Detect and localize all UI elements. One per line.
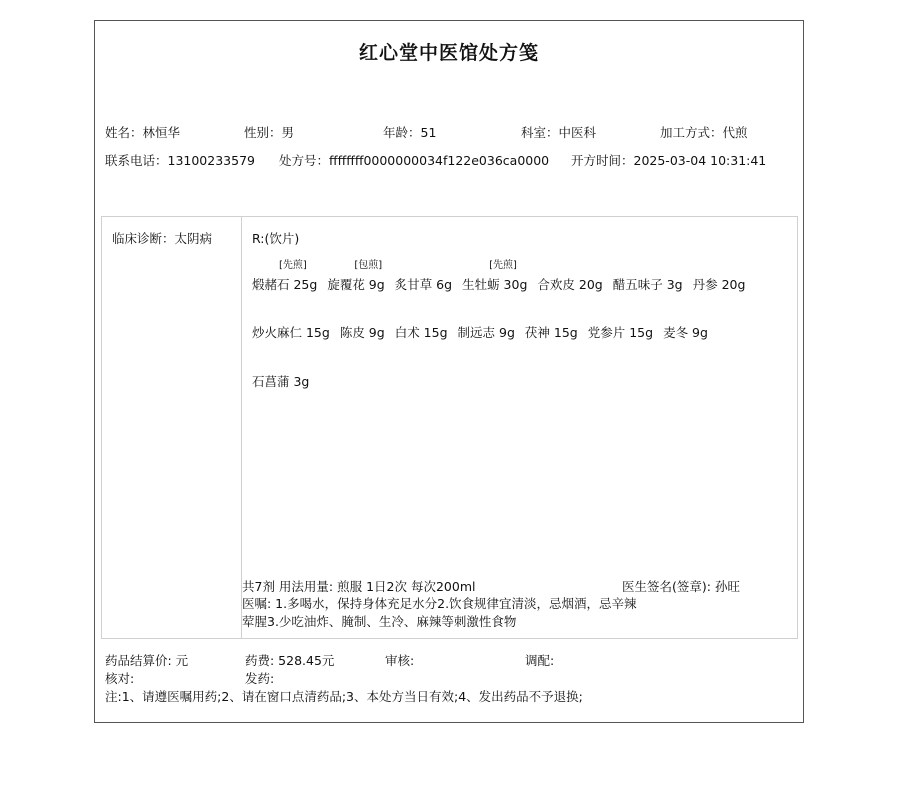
- herb-item: [613, 275, 683, 293]
- doctor-signature: 医生签名(签章): 孙旺: [622, 579, 740, 594]
- herb-label: 醋五味子 3g: [612, 277, 683, 292]
- contact-phone: 联系电话：13100233579: [105, 153, 255, 168]
- herb-item: [340, 323, 385, 341]
- prescription-time: 开方时间：2025-03-04 10:31:41: [571, 153, 767, 168]
- herb-item: [252, 323, 330, 341]
- herb-item: [537, 275, 602, 293]
- herb-item: [395, 323, 448, 341]
- herb-item: [252, 372, 309, 390]
- herb-item: [663, 323, 708, 341]
- drug-fee: 药费: 528.45元: [245, 653, 335, 668]
- patient-gender: 性别：男: [244, 125, 295, 140]
- document-title: 红心堂中医馆处方笺: [358, 42, 539, 64]
- herb-line: [252, 323, 718, 341]
- department: 科室：中医科: [521, 125, 597, 140]
- herb-item: [458, 323, 515, 341]
- herb-label: 陈皮 9g: [339, 325, 385, 340]
- herb-line: [252, 260, 755, 293]
- herb-item: [693, 275, 746, 293]
- footer-notes: 注:1、请遵医嘱用药;2、请在窗口点清药品;3、本处方当日有效;4、发出药品不予退换;: [105, 689, 583, 704]
- herb-note: [包煎]: [354, 260, 383, 271]
- herb-item: [252, 260, 318, 293]
- patient-age: 年龄：51: [383, 125, 437, 140]
- herb-note: [先煎]: [279, 260, 307, 271]
- diagnosis-column: [102, 217, 242, 638]
- herb-label: 石菖蒲 3g: [252, 374, 310, 389]
- processing-method: 加工方式：代煎: [660, 125, 748, 140]
- settlement-price: 药品结算价: 元: [105, 653, 189, 668]
- herb-label: 丹参 20g: [692, 277, 746, 292]
- herb-label: 生牡蛎 30g: [462, 277, 528, 292]
- prescription-content: [242, 217, 797, 638]
- herb-line: [252, 372, 319, 390]
- prescription-number: 处方号：ffffffff0000000034f122e036ca0000: [279, 153, 550, 168]
- herb-label: 煅赭石 25g: [252, 277, 318, 292]
- patient-name: 姓名：林恒华: [105, 125, 181, 140]
- issue-label: 发药:: [245, 671, 275, 686]
- herb-item: [327, 260, 385, 293]
- medical-advice: 医嘱: 1.多喝水，保持身体充足水分2.饮食规律宜清淡，忌烟酒，忌辛辣荤腥3.少吃油炸、腌制、生冷、麻辣等刺激性食物: [242, 596, 637, 629]
- herb-item: [588, 323, 653, 341]
- herb-item: [395, 275, 452, 293]
- herb-item: [525, 323, 578, 341]
- herb-label: 旋覆花 9g: [327, 277, 385, 292]
- herb-label: 党参片 15g: [587, 325, 654, 340]
- herb-label: 炒火麻仁 15g: [252, 325, 330, 340]
- check-label: 核对:: [105, 671, 135, 686]
- clinical-diagnosis: 临床诊断：太阴病: [112, 231, 213, 246]
- herb-note: [先煎]: [489, 260, 517, 271]
- herb-label: 茯神 15g: [524, 325, 578, 340]
- review-label: 审核:: [385, 653, 415, 668]
- dispense-mix-label: 调配:: [525, 653, 555, 668]
- prescription-box: [101, 216, 798, 639]
- herb-label: 合欢皮 20g: [537, 277, 603, 292]
- usage-dosage: 共7剂 用法用量: 煎服 1日2次 每次200ml: [242, 579, 476, 594]
- herb-label: 炙甘草 6g: [394, 277, 453, 292]
- prescription-sheet: [94, 20, 804, 723]
- herb-item: [462, 260, 528, 293]
- herb-label: 白术 15g: [394, 325, 448, 340]
- rx-header: R:(饮片): [252, 231, 300, 246]
- herb-label: 制远志 9g: [457, 325, 515, 340]
- herb-label: 麦冬 9g: [663, 325, 708, 340]
